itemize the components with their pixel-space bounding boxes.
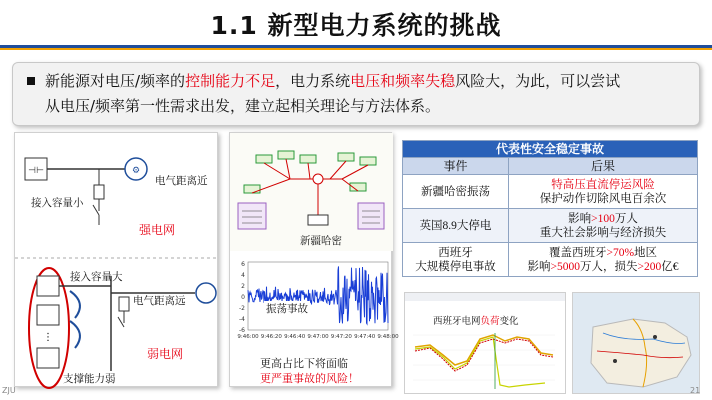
weak-capacity-label: 接入容量大 xyxy=(70,271,123,283)
x-tick-label: 9:46:00 xyxy=(237,334,259,340)
weak-distance-label: 电气距离远 xyxy=(133,295,186,307)
oscillation-label: 振荡事故 xyxy=(266,303,308,315)
highlight-control: 控制能力不足 xyxy=(185,72,276,90)
slide-title: 1.1 新型电力系统的挑战 xyxy=(210,11,502,40)
table-title: 代表性安全稳定事故 xyxy=(403,141,698,158)
weak-grid-label: 弱电网 xyxy=(147,347,184,361)
strong-capacity-label: 接入容量小 xyxy=(31,197,84,209)
map-graphic xyxy=(573,293,701,395)
intro-line-2: 从电压/频率第一性需求出发，建立起相关理论与方法体系。 xyxy=(45,97,441,115)
x-tick-label: 9:48:00 xyxy=(377,334,399,340)
table-row: 新疆哈密振荡 特高压直流停运风险 保护动作切除风电百余次 xyxy=(403,175,698,209)
y-tick-label: 4 xyxy=(241,272,245,279)
y-tick-label: 2 xyxy=(241,283,245,290)
grid-strength-panel xyxy=(14,132,218,387)
x-tick-label: 9:47:40 xyxy=(354,334,376,340)
iberia-map xyxy=(572,292,700,394)
spain-load-chart xyxy=(404,292,566,394)
x-tick-label: 9:46:40 xyxy=(284,334,306,340)
col-event-header: 事件 xyxy=(403,158,509,175)
title-rule-orange xyxy=(0,48,712,50)
grid-icon-weak xyxy=(196,283,216,303)
caption-line-2: 更严重事故的风险！ xyxy=(260,372,359,385)
caption-line-1: 更高占比下将面临 xyxy=(260,357,348,370)
svg-text:⋮: ⋮ xyxy=(43,332,53,343)
strong-distance-label: 电气距离近 xyxy=(155,175,208,187)
oscillation-chart xyxy=(230,258,399,348)
grid-diagram xyxy=(15,133,219,388)
spain-chart-lines xyxy=(405,325,565,395)
xinjiang-label: 新疆哈密 xyxy=(300,235,342,247)
intro-line-1: 新能源对电压/频率的控制能力不足，电力系统电压和频率失稳风险大，为此，可以尝试 xyxy=(27,69,691,94)
weak-support-label: 支撑能力弱 xyxy=(63,373,116,385)
bullet-icon xyxy=(27,77,35,85)
x-tick-label: 9:47:00 xyxy=(307,334,329,340)
y-tick-label: 6 xyxy=(241,261,245,268)
y-tick-label: -2 xyxy=(239,305,245,312)
strong-grid-label: 强电网 xyxy=(139,223,176,237)
y-tick-label: 0 xyxy=(241,294,245,301)
svg-text:⚙: ⚙ xyxy=(131,166,141,176)
x-tick-label: 9:46:20 xyxy=(260,334,282,340)
footer-logo-text: ZJU xyxy=(2,386,16,395)
highlight-instability: 电压和频率失稳 xyxy=(350,72,456,90)
table-row: 英国8.9大停电 影响>100万人 重大社会影响与经济损失 xyxy=(403,209,698,243)
y-tick-label: -4 xyxy=(239,316,245,323)
y-tick-label: -6 xyxy=(239,327,245,334)
col-result-header: 后果 xyxy=(509,158,698,175)
table-row: 西班牙 大规模停电事故 覆盖西班牙>70%地区 影响>5000万人，损失>200亿€ xyxy=(403,243,698,277)
spain-chart-title: 西班牙电网负荷变化 xyxy=(433,316,519,327)
incident-table xyxy=(402,140,698,277)
intro-box xyxy=(12,62,700,126)
page-number: 21 xyxy=(690,386,701,395)
x-tick-label: 9:47:20 xyxy=(330,334,352,340)
svg-text:⊣⊢: ⊣⊢ xyxy=(28,166,44,176)
xinjiang-panel xyxy=(229,132,399,387)
